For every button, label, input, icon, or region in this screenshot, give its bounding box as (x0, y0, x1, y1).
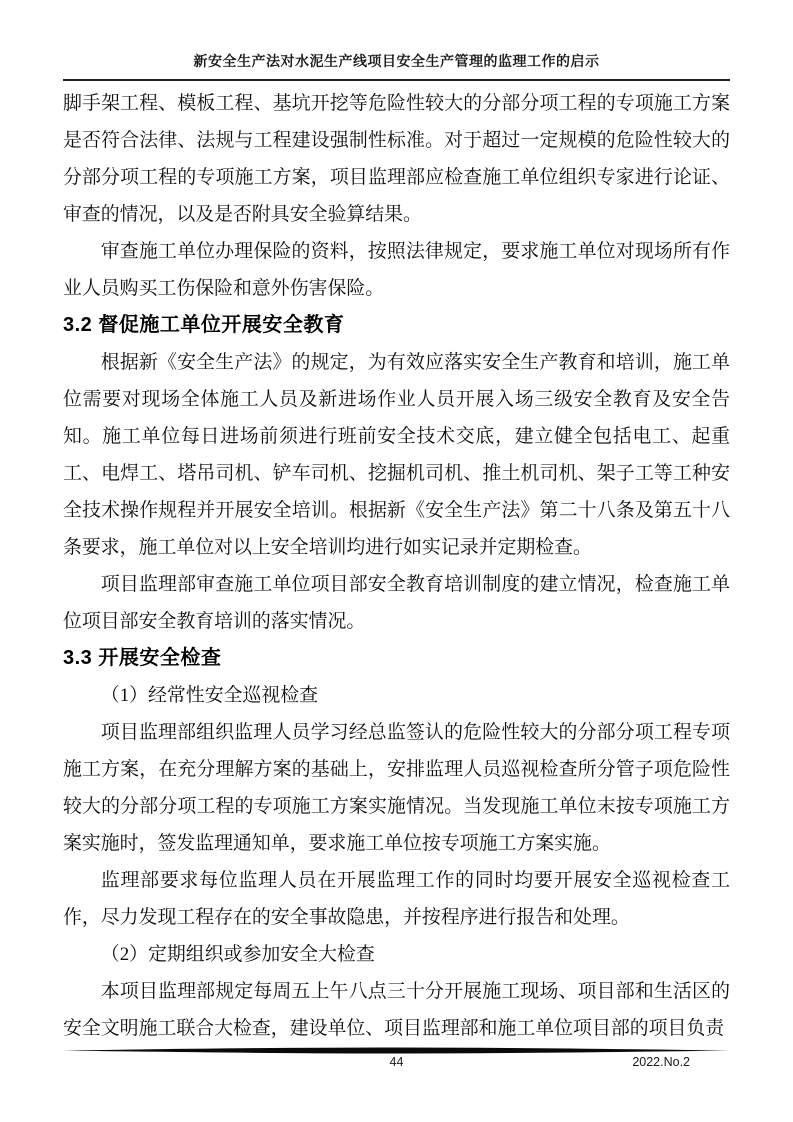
section-heading: 3.2 督促施工单位开展安全教育 (63, 314, 345, 336)
journal-issue-label: 2022.No.2 (632, 1055, 690, 1069)
footer-tapered-rule (63, 1047, 730, 1054)
paragraph: 本项目监理部规定每周五上午八点三十分开展施工现场、项目部和生活区的安全文明施工联合大检查，建设单位、项目监理部和施工单位项目部的项目负责 (63, 981, 730, 1039)
paragraph: 项目监理部审查施工单位项目部安全教育培训制度的建立情况，检查施工单位项目部安全教育培训的落实情况。 (63, 574, 730, 632)
header-rule (63, 79, 730, 81)
paragraph: （1）经常性安全巡视检查 (100, 685, 319, 706)
paragraph: 脚手架工程、模板工程、基坑开挖等危险性较大的分部分项工程的专项施工方案是否符合法律、法规与工程建设强制性标准。对于超过一定规模的危险性较大的分部分项工程的专项施工方案，项目监理部应检查施工单位组织专家进行论证、审查的情况，以及是否附具安全验算结果。 (63, 93, 730, 225)
page-footer (63, 1047, 730, 1075)
section-heading: 3.3 开展安全检查 (63, 647, 222, 669)
paragraph: 审查施工单位办理保险的资料，按照法律规定，要求施工单位对现场所有作业人员购买工伤保险和意外伤害保险。 (63, 241, 730, 299)
paragraph: （2）定期组织或参加安全大检查 (100, 944, 375, 965)
page-header (63, 0, 730, 81)
page-number: 44 (389, 1055, 404, 1069)
footer-text-row (63, 1055, 730, 1075)
running-title: 新安全生产法对水泥生产线项目安全生产管理的监理工作的启示 (193, 55, 600, 70)
paragraph: 根据新《安全生产法》的规定，为有效应落实安全生产教育和培训，施工单位需要对现场全体施工人员及新进场作业人员开展入场三级安全教育及安全告知。施工单位每日进场前须进行班前安全技术交底，建立健全包括电工、起重工、电焊工、塔吊司机、铲车司机、挖掘机司机、推土机司机、架子工等工种安全技术操作规程并开展安全培训。根据新《安全生产法》第二十八条及第五十八条要求，施工单位对以上安全培训均进行如实记录并定期检查。 (63, 352, 730, 558)
paragraph: 监理部要求每位监理人员在开展监理工作的同时均要开展安全巡视检查工作，尽力发现工程存在的安全事故隐患，并按程序进行报告和处理。 (63, 870, 730, 928)
paragraph: 项目监理部组织监理人员学习经总监签认的危险性较大的分部分项工程专项施工方案，在充分理解方案的基础上，安排监理人员巡视检查所分管子项危险性较大的分部分项工程的专项施工方案实施情况。当发现施工单位末按专项施工方案实施时，签发监理通知单，要求施工单位按专项施工方案实施。 (63, 722, 730, 854)
document-body (63, 85, 730, 1047)
